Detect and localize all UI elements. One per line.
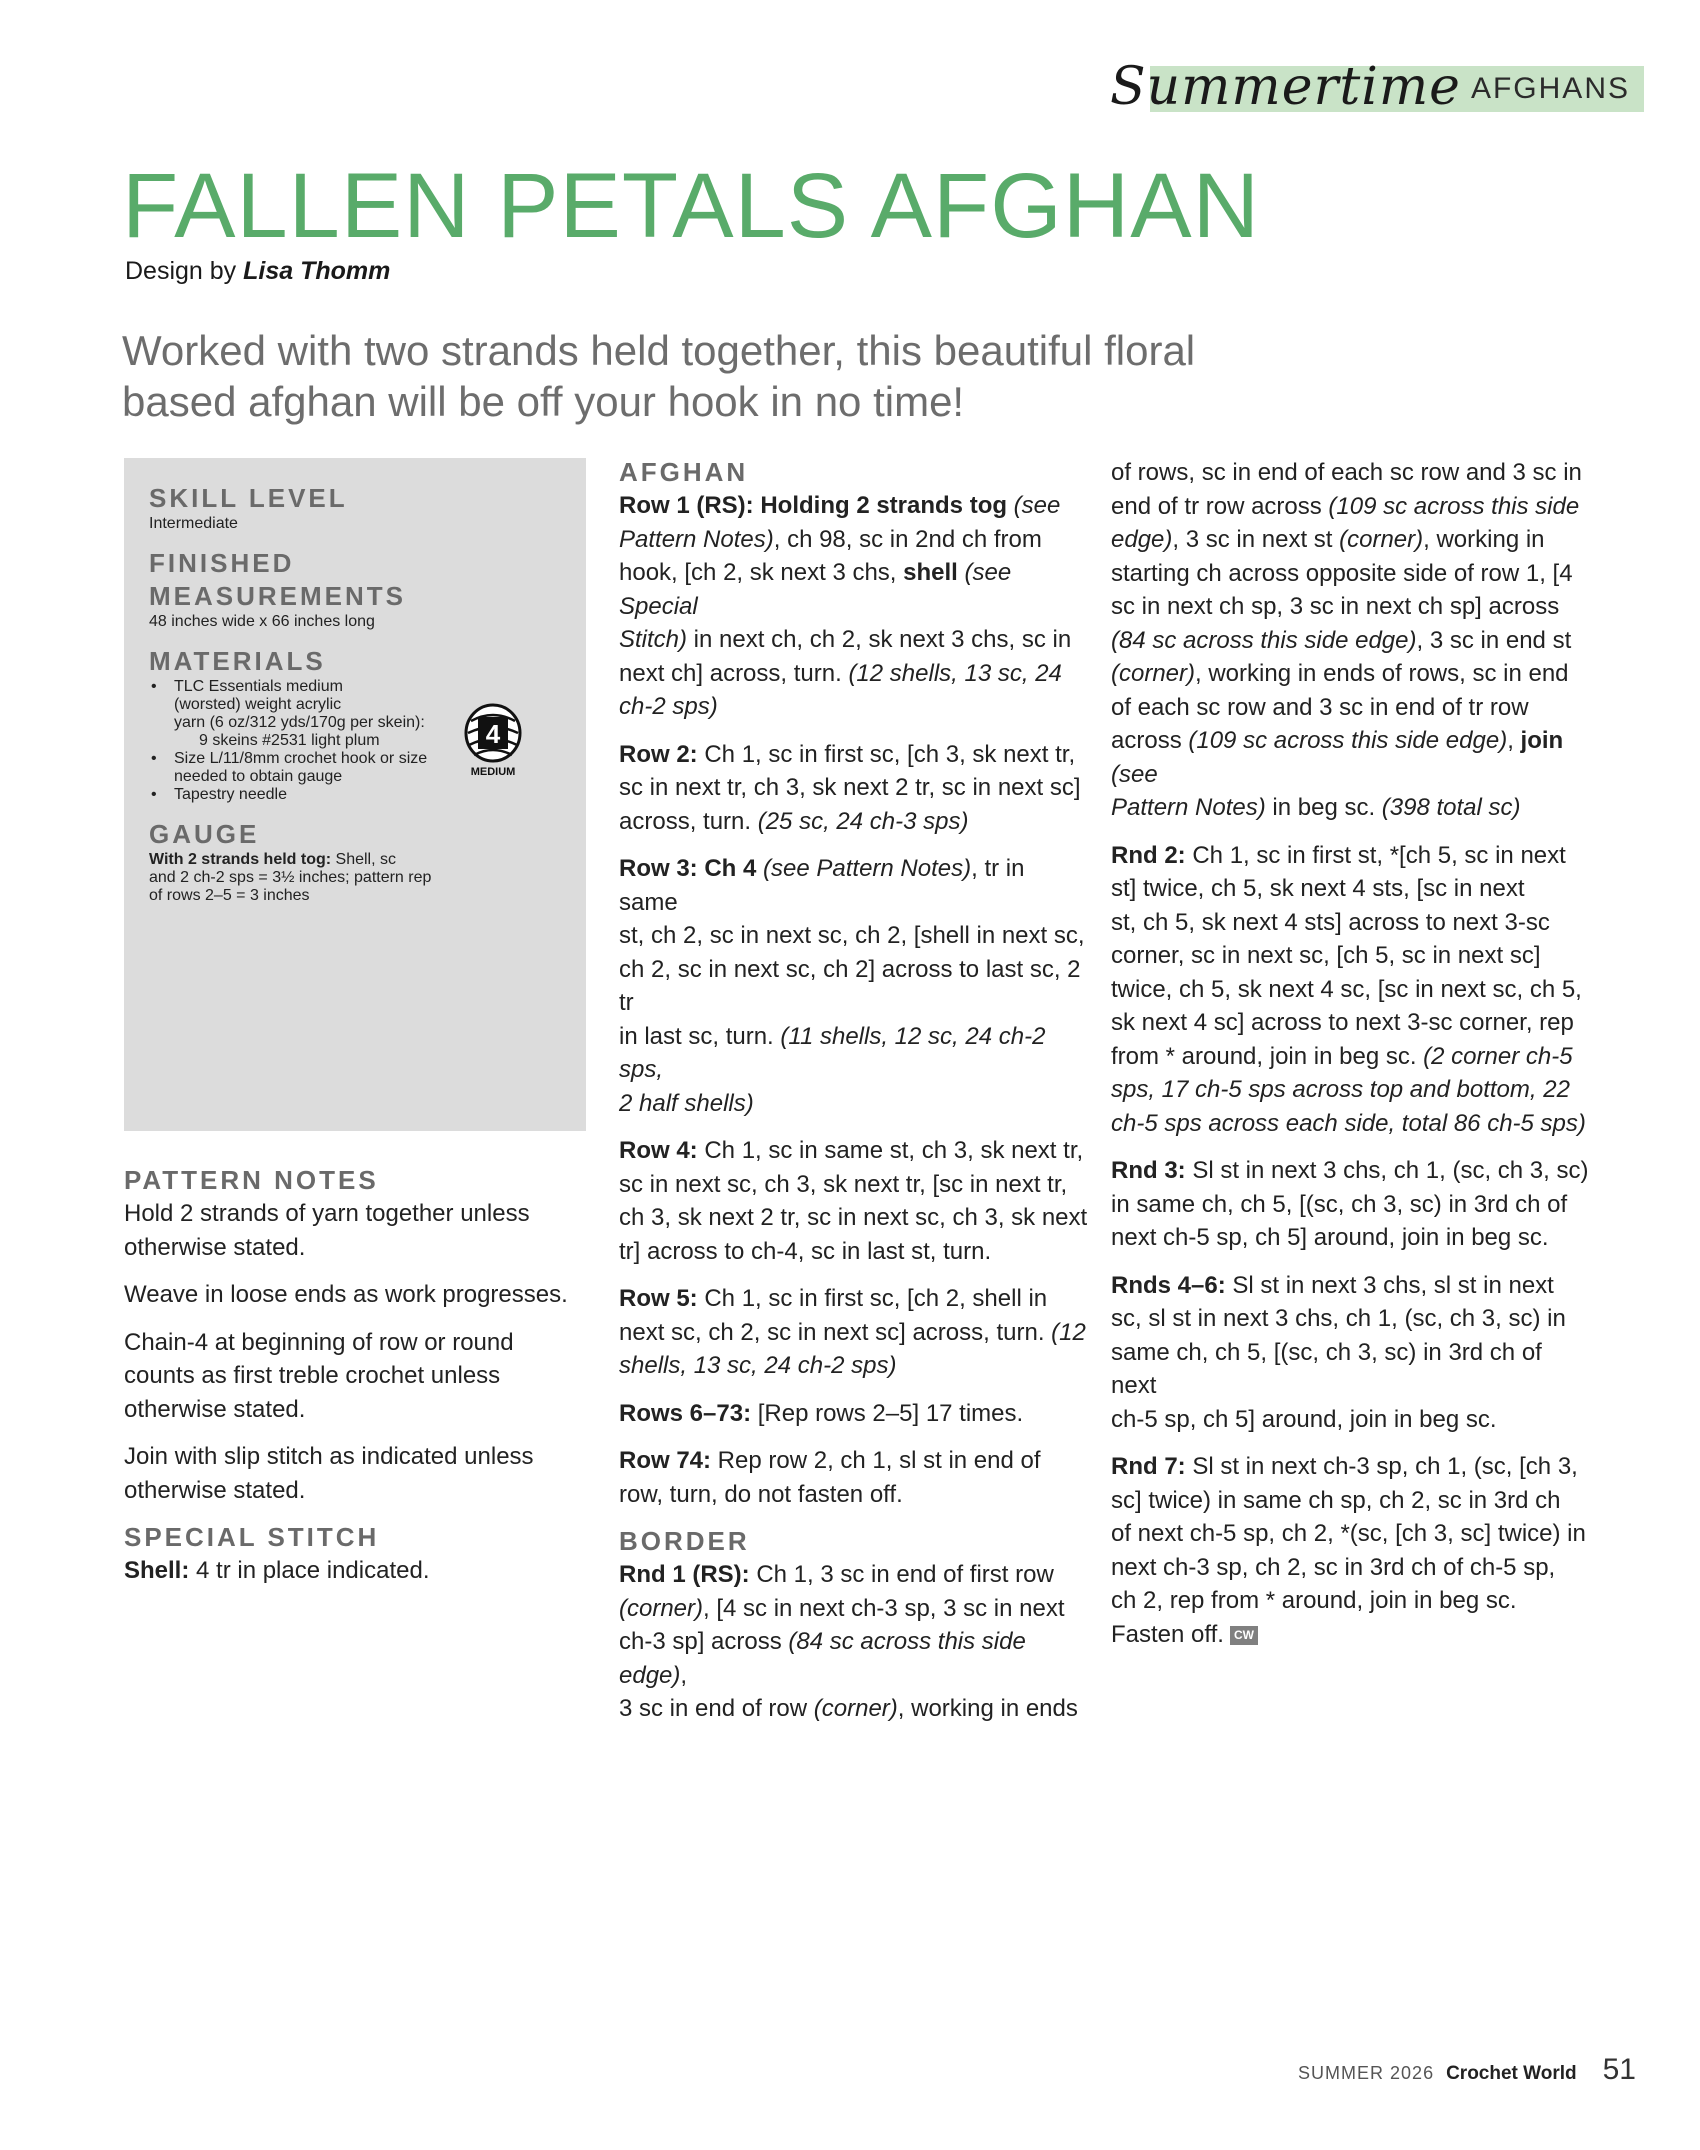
pattern-note: Hold 2 strands of yarn together unless otherwise stated. <box>124 1200 530 1261</box>
row-5-instruction: Row 5: Ch 1, sc in first sc, [ch 2, shell in next sc, ch 2, sc in next sc] across, turn. (12 shells, 13 sc, 24 ch-2 sps) <box>619 1285 1086 1379</box>
border-instructions-column <box>1111 456 1591 1651</box>
section-tab <box>1109 57 1644 117</box>
page-footer <box>1298 2053 1636 2087</box>
special-stitch-shell: Shell: 4 tr in place indicated. <box>124 1557 430 1584</box>
section-script-label: Summertime <box>1109 57 1461 117</box>
byline-prefix: Design by <box>125 257 244 285</box>
afghan-instructions-column <box>619 456 1089 1726</box>
page-number: 51 <box>1602 2053 1636 2086</box>
rnd-7-instruction: Rnd 7: Sl st in next ch-3 sp, ch 1, (sc, [ch 3, sc] twice) in same ch sp, ch 2, sc in 3rd ch of next ch-5 sp, ch 2, *(sc, [ch 3, sc] twice) in next ch-3 sp, ch 2, sc in 3rd ch of ch-5 sp, ch 2, rep from * around, join in beg sc. Fasten off. CW <box>1111 1453 1586 1648</box>
issue-label: SUMMER 2026 <box>1298 2063 1435 2083</box>
yarn-weight-number: 4 <box>485 719 501 749</box>
row-2-instruction: Row 2: Ch 1, sc in first sc, [ch 3, sk next tr, sc in next tr, ch 3, sk next 2 tr, sc in next sc] across, turn. (25 sc, 24 ch-3 sps) <box>619 740 1081 835</box>
materials-item: • TLC Essentials medium (worsted) weight acrylic yarn (6 oz/312 yds/170g per skein): 9 skeins #2531 light plum <box>149 678 561 750</box>
skill-level-value: Intermediate <box>149 515 238 532</box>
rnd-3-instruction: Rnd 3: Sl st in next 3 chs, ch 1, (sc, ch 3, sc) in same ch, ch 5, [(sc, ch 3, sc) in 3rd ch of next ch-5 sp, ch 5] around, join in beg sc. <box>1111 1157 1589 1251</box>
rnds-4-6-instruction: Rnds 4–6: Sl st in next 3 chs, sl st in next sc, sl st in next 3 chs, ch 1, (sc, ch 3, sc) in same ch, ch 5, [(sc, ch 3, sc) in 3rd ch of next ch-5 sp, ch 5] around, join in beg sc. <box>1111 1271 1566 1433</box>
row-4-instruction: Row 4: Ch 1, sc in same st, ch 3, sk next tr, sc in next sc, ch 3, sk next tr, [sc in next tr, ch 3, sk next 2 tr, sc in next sc, ch 3, sk next tr] across to ch-4, sc in last st, turn. <box>619 1137 1088 1265</box>
end-mark-badge: CW <box>1230 1626 1258 1645</box>
page-title: FALLEN PETALS AFGHAN <box>122 155 1261 257</box>
rnd-2-instruction: Rnd 2: Ch 1, sc in first st, *[ch 5, sc in next st] twice, ch 5, sk next 4 sts, [sc in next st, ch 5, sk next 4 sts] across to next 3-sc corner, sc in next sc, [ch 5, sc in next sc] twice, ch 5, sk next 4 sc, [sc in next sc, ch 5, sk next 4 sc] across to next 3-sc corner, rep from * around, join in beg sc. (2 corner ch-5 sps, 17 ch-5 sps across top and bottom, 22 ch-5 sps across each side, total 86 ch-5 sps) <box>1111 841 1586 1137</box>
materials-item: • Tapestry needle <box>149 786 561 804</box>
intro-text <box>122 325 1195 427</box>
yarn-weight-label: MEDIUM <box>470 766 516 778</box>
byline <box>125 257 390 286</box>
rnd-1-instruction-continued: of rows, sc in end of each sc row and 3 sc in end of tr row across (109 sc across this side edge), 3 sc in next st (corner), working in starting ch across opposite side of row 1, [4 sc in next ch sp, 3 sc in next ch sp] across (84 sc across this side edge), 3 sc in end st (corner), working in ends of rows, sc in end of each sc row and 3 sc in end of tr row across (109 sc across this side edge), join (see Pattern Notes) in beg sc. (398 total sc) <box>1111 459 1582 821</box>
rnd-1-instruction: Rnd 1 (RS): Ch 1, 3 sc in end of first row (corner), [4 sc in next ch-3 sp, 3 sc in next ch-3 sp] across (84 sc across this side edge), 3 sc in end of row (corner), working in ends <box>619 1561 1078 1722</box>
gauge-text: With 2 strands held tog: Shell, sc and 2 ch-2 sps = 3½ inches; pattern rep of rows 2–5 = 3 inches <box>149 851 432 904</box>
section-label: AFGHANS <box>1470 72 1630 105</box>
row-74-instruction: Row 74: Rep row 2, ch 1, sl st in end of row, turn, do not fasten off. <box>619 1447 1041 1508</box>
row-1-instruction: Row 1 (RS): Holding 2 strands tog (see Pattern Notes), ch 98, sc in 2nd ch from hook, [ch 2, sk next 3 chs, shell (see Special Stitch) in next ch, ch 2, sk next 3 chs, sc in next ch] across, turn. (12 shells, 13 sc, 24 ch-2 sps) <box>619 492 1072 720</box>
pattern-notes-heading: PATTERN NOTES <box>124 1165 379 1195</box>
info-sidebar <box>124 458 586 1131</box>
finished-measurements-heading: FINISHED MEASUREMENTS <box>149 548 407 611</box>
special-stitch-heading: SPECIAL STITCH <box>124 1522 380 1552</box>
materials-heading: MATERIALS <box>149 646 326 676</box>
row-3-instruction: Row 3: Ch 4 (see Pattern Notes), tr in same st, ch 2, sc in next sc, ch 2, [shell in next sc, ch 2, sc in next sc, ch 2] across to last sc, 2 tr in last sc, turn. (11 shells, 12 sc, 24 ch-2 sps, 2 half shells) <box>619 855 1085 1117</box>
magazine-name: Crochet World <box>1446 2063 1577 2084</box>
pattern-note: Weave in loose ends as work progresses. <box>124 1281 568 1308</box>
finished-measurements-value: 48 inches wide x 66 inches long <box>149 613 375 630</box>
intro-line: based afghan will be off your hook in no time! <box>122 378 965 425</box>
gauge-heading: GAUGE <box>149 819 260 849</box>
designer-name: Lisa Thomm <box>243 257 391 285</box>
pattern-notes-column <box>124 1164 584 1588</box>
skill-level-heading: SKILL LEVEL <box>149 483 348 513</box>
rows-6-73-instruction: Rows 6–73: [Rep rows 2–5] 17 times. <box>619 1399 1024 1427</box>
afghan-heading: AFGHAN <box>619 457 749 487</box>
pattern-note: Join with slip stitch as indicated unless otherwise stated. <box>124 1443 534 1504</box>
yarn-weight-icon <box>461 701 525 779</box>
materials-item: • Size L/11/8mm crochet hook or size needed to obtain gauge <box>149 750 561 786</box>
pattern-note: Chain-4 at beginning of row or round counts as first treble crochet unless otherwise stated. <box>124 1328 514 1423</box>
intro-line: Worked with two strands held together, this beautiful floral <box>122 327 1196 374</box>
border-heading: BORDER <box>619 1526 750 1556</box>
